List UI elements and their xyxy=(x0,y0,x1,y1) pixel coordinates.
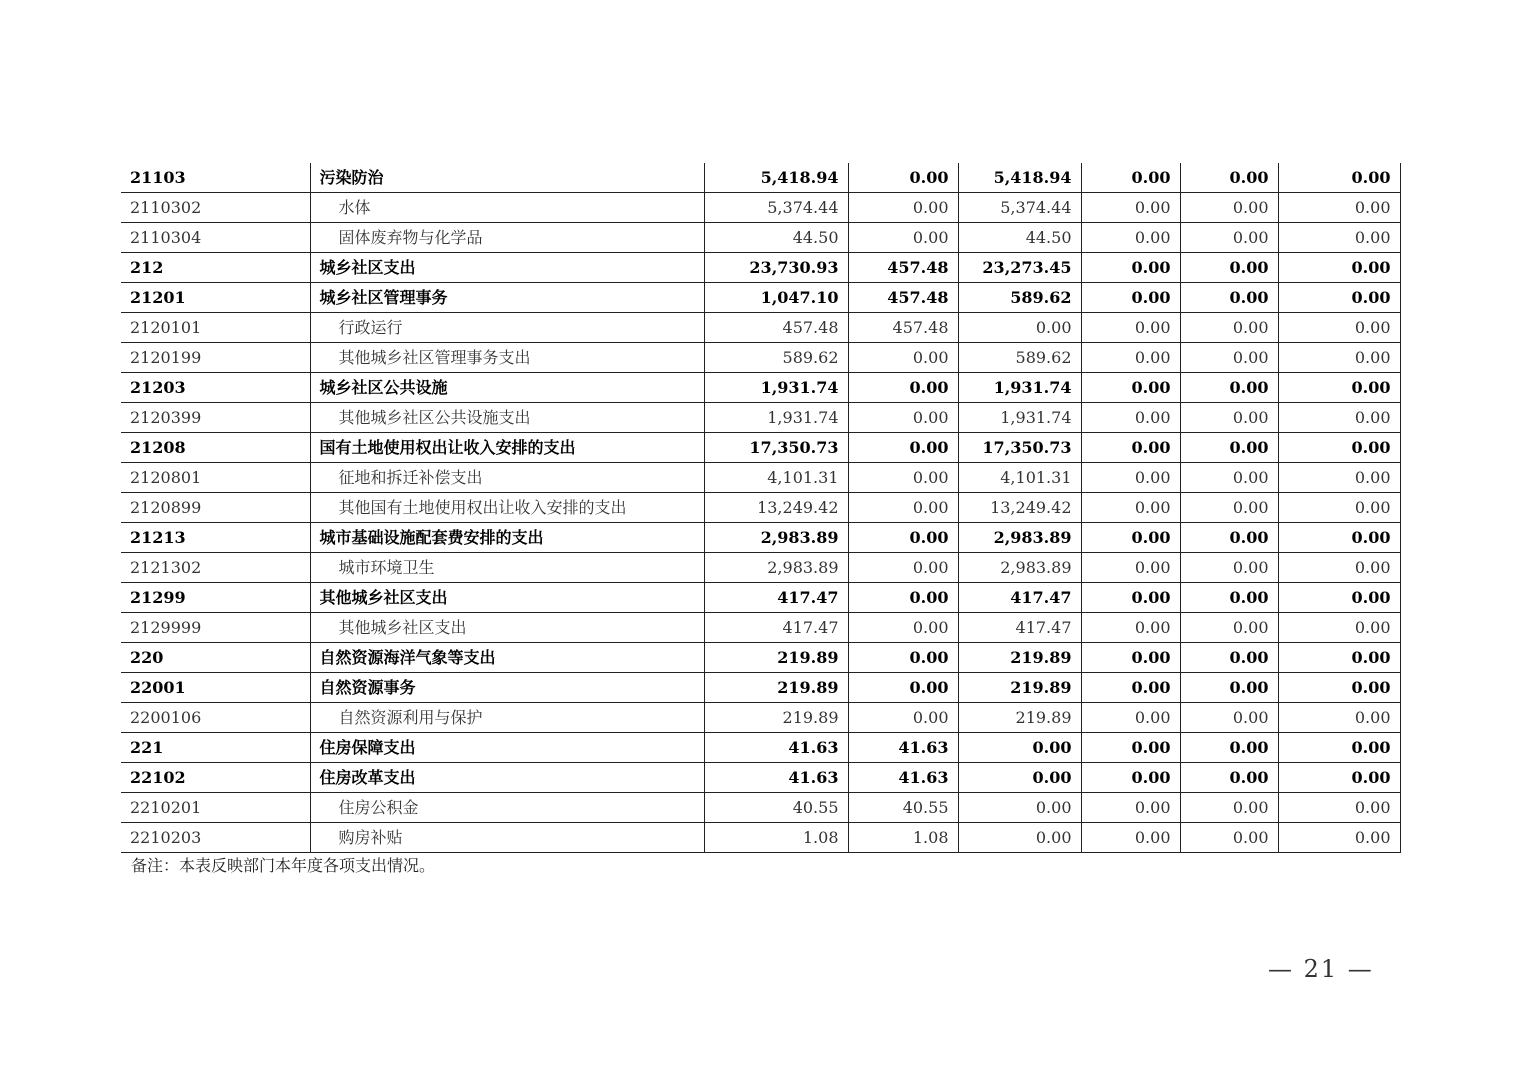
cell-value-1: 219.89 xyxy=(704,643,848,673)
cell-code: 2110304 xyxy=(121,223,310,253)
expenditure-table-container xyxy=(121,163,1400,853)
cell-value-3: 2,983.89 xyxy=(958,553,1081,583)
cell-value-5: 0.00 xyxy=(1180,673,1278,703)
page-number: — 21 — xyxy=(1268,955,1374,983)
cell-value-5: 0.00 xyxy=(1180,583,1278,613)
cell-value-2: 0.00 xyxy=(848,193,958,223)
cell-code: 21201 xyxy=(121,283,310,313)
table-row xyxy=(121,763,1400,793)
cell-value-3: 0.00 xyxy=(958,823,1081,853)
cell-value-6: 0.00 xyxy=(1278,493,1400,523)
table-row xyxy=(121,733,1400,763)
cell-name: 城乡社区公共设施 xyxy=(310,373,704,403)
cell-value-4: 0.00 xyxy=(1081,703,1180,733)
cell-value-3: 17,350.73 xyxy=(958,433,1081,463)
cell-code: 2120801 xyxy=(121,463,310,493)
cell-code: 2121302 xyxy=(121,553,310,583)
table-row xyxy=(121,433,1400,463)
cell-value-4: 0.00 xyxy=(1081,433,1180,463)
cell-name: 城市基础设施配套费安排的支出 xyxy=(310,523,704,553)
cell-name: 住房公积金 xyxy=(310,793,704,823)
cell-value-6: 0.00 xyxy=(1278,733,1400,763)
cell-value-3: 219.89 xyxy=(958,703,1081,733)
cell-code: 212 xyxy=(121,253,310,283)
cell-code: 2210203 xyxy=(121,823,310,853)
cell-value-5: 0.00 xyxy=(1180,613,1278,643)
table-row xyxy=(121,463,1400,493)
table-body xyxy=(121,163,1400,853)
table-row xyxy=(121,553,1400,583)
cell-value-2: 0.00 xyxy=(848,583,958,613)
cell-name: 城乡社区管理事务 xyxy=(310,283,704,313)
cell-value-3: 44.50 xyxy=(958,223,1081,253)
cell-value-1: 2,983.89 xyxy=(704,523,848,553)
cell-code: 21208 xyxy=(121,433,310,463)
cell-value-1: 2,983.89 xyxy=(704,553,848,583)
cell-value-1: 41.63 xyxy=(704,733,848,763)
cell-value-4: 0.00 xyxy=(1081,673,1180,703)
cell-value-6: 0.00 xyxy=(1278,673,1400,703)
cell-value-6: 0.00 xyxy=(1278,373,1400,403)
table-row xyxy=(121,673,1400,703)
cell-value-3: 4,101.31 xyxy=(958,463,1081,493)
cell-name: 国有土地使用权出让收入安排的支出 xyxy=(310,433,704,463)
cell-code: 22102 xyxy=(121,763,310,793)
cell-value-5: 0.00 xyxy=(1180,703,1278,733)
cell-value-1: 17,350.73 xyxy=(704,433,848,463)
cell-value-4: 0.00 xyxy=(1081,253,1180,283)
table-row xyxy=(121,193,1400,223)
cell-value-1: 219.89 xyxy=(704,703,848,733)
cell-name: 征地和拆迁补偿支出 xyxy=(310,463,704,493)
cell-value-6: 0.00 xyxy=(1278,253,1400,283)
cell-value-3: 13,249.42 xyxy=(958,493,1081,523)
cell-value-4: 0.00 xyxy=(1081,373,1180,403)
cell-value-5: 0.00 xyxy=(1180,193,1278,223)
cell-code: 2120199 xyxy=(121,343,310,373)
cell-value-2: 0.00 xyxy=(848,703,958,733)
cell-value-3: 589.62 xyxy=(958,343,1081,373)
cell-value-5: 0.00 xyxy=(1180,433,1278,463)
cell-code: 2120899 xyxy=(121,493,310,523)
cell-value-6: 0.00 xyxy=(1278,553,1400,583)
cell-name: 住房保障支出 xyxy=(310,733,704,763)
cell-value-6: 0.00 xyxy=(1278,313,1400,343)
cell-value-3: 219.89 xyxy=(958,673,1081,703)
cell-value-3: 5,374.44 xyxy=(958,193,1081,223)
cell-value-3: 0.00 xyxy=(958,763,1081,793)
cell-value-1: 1,931.74 xyxy=(704,403,848,433)
cell-value-1: 219.89 xyxy=(704,673,848,703)
cell-value-4: 0.00 xyxy=(1081,463,1180,493)
cell-value-2: 0.00 xyxy=(848,553,958,583)
cell-value-1: 589.62 xyxy=(704,343,848,373)
cell-value-6: 0.00 xyxy=(1278,163,1400,193)
cell-code: 21213 xyxy=(121,523,310,553)
cell-value-2: 0.00 xyxy=(848,343,958,373)
cell-value-6: 0.00 xyxy=(1278,613,1400,643)
cell-value-2: 0.00 xyxy=(848,433,958,463)
cell-value-5: 0.00 xyxy=(1180,523,1278,553)
cell-name: 城市环境卫生 xyxy=(310,553,704,583)
cell-value-6: 0.00 xyxy=(1278,793,1400,823)
cell-value-2: 0.00 xyxy=(848,463,958,493)
table-row xyxy=(121,223,1400,253)
cell-value-6: 0.00 xyxy=(1278,283,1400,313)
cell-name: 自然资源利用与保护 xyxy=(310,703,704,733)
cell-code: 2210201 xyxy=(121,793,310,823)
cell-name: 其他城乡社区支出 xyxy=(310,613,704,643)
cell-value-2: 0.00 xyxy=(848,163,958,193)
cell-value-3: 0.00 xyxy=(958,313,1081,343)
cell-value-3: 23,273.45 xyxy=(958,253,1081,283)
cell-value-5: 0.00 xyxy=(1180,733,1278,763)
cell-value-3: 1,931.74 xyxy=(958,403,1081,433)
table-row xyxy=(121,613,1400,643)
cell-name: 购房补贴 xyxy=(310,823,704,853)
cell-value-2: 0.00 xyxy=(848,613,958,643)
cell-value-6: 0.00 xyxy=(1278,523,1400,553)
table-row xyxy=(121,523,1400,553)
cell-code: 2120101 xyxy=(121,313,310,343)
cell-value-4: 0.00 xyxy=(1081,403,1180,433)
cell-value-6: 0.00 xyxy=(1278,403,1400,433)
table-row xyxy=(121,403,1400,433)
cell-value-2: 41.63 xyxy=(848,733,958,763)
cell-value-4: 0.00 xyxy=(1081,193,1180,223)
cell-value-6: 0.00 xyxy=(1278,823,1400,853)
cell-value-2: 457.48 xyxy=(848,253,958,283)
table-row xyxy=(121,253,1400,283)
cell-name: 其他国有土地使用权出让收入安排的支出 xyxy=(310,493,704,523)
table-row xyxy=(121,583,1400,613)
cell-value-2: 1.08 xyxy=(848,823,958,853)
cell-value-5: 0.00 xyxy=(1180,313,1278,343)
cell-value-6: 0.00 xyxy=(1278,223,1400,253)
cell-value-2: 457.48 xyxy=(848,283,958,313)
cell-value-3: 5,418.94 xyxy=(958,163,1081,193)
cell-value-6: 0.00 xyxy=(1278,583,1400,613)
cell-value-5: 0.00 xyxy=(1180,553,1278,583)
cell-value-3: 219.89 xyxy=(958,643,1081,673)
cell-value-1: 5,418.94 xyxy=(704,163,848,193)
cell-value-1: 417.47 xyxy=(704,583,848,613)
cell-value-1: 5,374.44 xyxy=(704,193,848,223)
cell-value-6: 0.00 xyxy=(1278,763,1400,793)
cell-value-5: 0.00 xyxy=(1180,223,1278,253)
cell-value-1: 1,931.74 xyxy=(704,373,848,403)
cell-name: 城乡社区支出 xyxy=(310,253,704,283)
cell-value-2: 457.48 xyxy=(848,313,958,343)
cell-value-6: 0.00 xyxy=(1278,433,1400,463)
cell-name: 自然资源海洋气象等支出 xyxy=(310,643,704,673)
cell-value-1: 1.08 xyxy=(704,823,848,853)
cell-value-4: 0.00 xyxy=(1081,313,1180,343)
cell-code: 2200106 xyxy=(121,703,310,733)
cell-value-3: 417.47 xyxy=(958,583,1081,613)
cell-code: 2120399 xyxy=(121,403,310,433)
cell-value-3: 0.00 xyxy=(958,733,1081,763)
cell-value-4: 0.00 xyxy=(1081,763,1180,793)
table-row xyxy=(121,343,1400,373)
cell-value-1: 40.55 xyxy=(704,793,848,823)
table-row xyxy=(121,283,1400,313)
cell-value-4: 0.00 xyxy=(1081,643,1180,673)
cell-value-6: 0.00 xyxy=(1278,193,1400,223)
table-row xyxy=(121,823,1400,853)
cell-value-1: 23,730.93 xyxy=(704,253,848,283)
cell-value-4: 0.00 xyxy=(1081,553,1180,583)
cell-value-2: 40.55 xyxy=(848,793,958,823)
cell-value-3: 417.47 xyxy=(958,613,1081,643)
cell-value-4: 0.00 xyxy=(1081,223,1180,253)
cell-value-4: 0.00 xyxy=(1081,493,1180,523)
cell-value-2: 0.00 xyxy=(848,673,958,703)
cell-value-5: 0.00 xyxy=(1180,643,1278,673)
cell-value-2: 0.00 xyxy=(848,523,958,553)
table-row xyxy=(121,373,1400,403)
cell-name: 污染防治 xyxy=(310,163,704,193)
cell-value-5: 0.00 xyxy=(1180,823,1278,853)
cell-name: 其他城乡社区管理事务支出 xyxy=(310,343,704,373)
cell-code: 2110302 xyxy=(121,193,310,223)
cell-name: 其他城乡社区公共设施支出 xyxy=(310,403,704,433)
expenditure-table xyxy=(121,163,1401,853)
cell-value-4: 0.00 xyxy=(1081,163,1180,193)
cell-code: 21299 xyxy=(121,583,310,613)
cell-value-6: 0.00 xyxy=(1278,643,1400,673)
cell-value-5: 0.00 xyxy=(1180,163,1278,193)
cell-name: 其他城乡社区支出 xyxy=(310,583,704,613)
cell-value-5: 0.00 xyxy=(1180,373,1278,403)
cell-name: 行政运行 xyxy=(310,313,704,343)
cell-value-5: 0.00 xyxy=(1180,463,1278,493)
cell-code: 220 xyxy=(121,643,310,673)
cell-value-2: 0.00 xyxy=(848,223,958,253)
cell-value-5: 0.00 xyxy=(1180,493,1278,523)
table-row xyxy=(121,703,1400,733)
cell-value-4: 0.00 xyxy=(1081,793,1180,823)
cell-value-3: 589.62 xyxy=(958,283,1081,313)
cell-value-1: 417.47 xyxy=(704,613,848,643)
cell-code: 21103 xyxy=(121,163,310,193)
cell-value-4: 0.00 xyxy=(1081,343,1180,373)
cell-value-5: 0.00 xyxy=(1180,403,1278,433)
table-row xyxy=(121,313,1400,343)
cell-value-5: 0.00 xyxy=(1180,343,1278,373)
cell-value-6: 0.00 xyxy=(1278,463,1400,493)
cell-value-5: 0.00 xyxy=(1180,283,1278,313)
cell-code: 2129999 xyxy=(121,613,310,643)
cell-value-1: 1,047.10 xyxy=(704,283,848,313)
cell-value-3: 1,931.74 xyxy=(958,373,1081,403)
cell-code: 221 xyxy=(121,733,310,763)
cell-value-1: 41.63 xyxy=(704,763,848,793)
table-row xyxy=(121,493,1400,523)
table-row xyxy=(121,163,1400,193)
cell-name: 固体废弃物与化学品 xyxy=(310,223,704,253)
cell-value-3: 0.00 xyxy=(958,793,1081,823)
table-note: 备注：本表反映部门本年度各项支出情况。 xyxy=(131,856,436,875)
cell-value-1: 44.50 xyxy=(704,223,848,253)
cell-code: 22001 xyxy=(121,673,310,703)
cell-value-6: 0.00 xyxy=(1278,343,1400,373)
cell-value-1: 13,249.42 xyxy=(704,493,848,523)
table-row xyxy=(121,643,1400,673)
cell-value-5: 0.00 xyxy=(1180,793,1278,823)
cell-value-6: 0.00 xyxy=(1278,703,1400,733)
cell-value-2: 0.00 xyxy=(848,643,958,673)
cell-value-2: 0.00 xyxy=(848,403,958,433)
cell-value-4: 0.00 xyxy=(1081,283,1180,313)
cell-value-4: 0.00 xyxy=(1081,583,1180,613)
cell-value-2: 0.00 xyxy=(848,373,958,403)
cell-value-1: 457.48 xyxy=(704,313,848,343)
cell-value-2: 41.63 xyxy=(848,763,958,793)
table-row xyxy=(121,793,1400,823)
cell-value-4: 0.00 xyxy=(1081,823,1180,853)
cell-value-4: 0.00 xyxy=(1081,733,1180,763)
cell-value-4: 0.00 xyxy=(1081,613,1180,643)
cell-value-5: 0.00 xyxy=(1180,763,1278,793)
cell-value-3: 2,983.89 xyxy=(958,523,1081,553)
cell-code: 21203 xyxy=(121,373,310,403)
cell-value-1: 4,101.31 xyxy=(704,463,848,493)
cell-value-4: 0.00 xyxy=(1081,523,1180,553)
cell-name: 住房改革支出 xyxy=(310,763,704,793)
cell-name: 水体 xyxy=(310,193,704,223)
cell-name: 自然资源事务 xyxy=(310,673,704,703)
cell-value-2: 0.00 xyxy=(848,493,958,523)
cell-value-5: 0.00 xyxy=(1180,253,1278,283)
